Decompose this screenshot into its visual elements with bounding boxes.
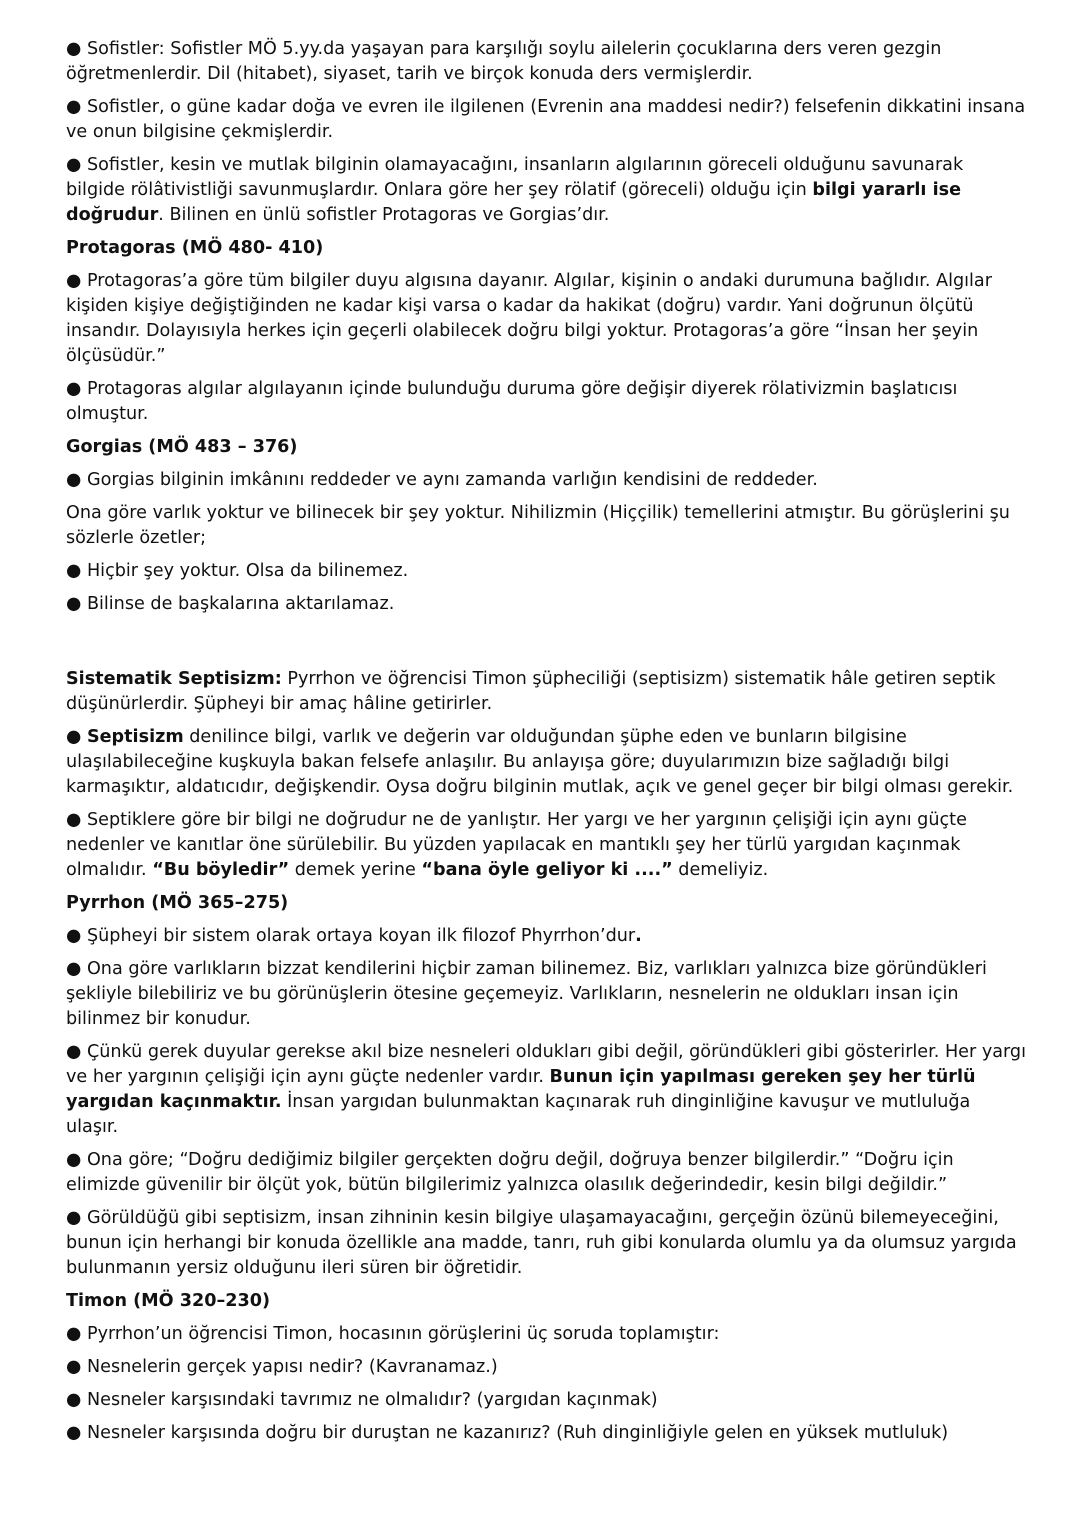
gorgias-paragraph-1: ● Gorgias bilginin imkânını reddeder ve aynı zamanda varlığın kendisini de reddeder. <box>66 470 818 490</box>
bullet-icon: ● <box>66 470 82 490</box>
bullet-icon: ● <box>66 1042 82 1062</box>
septisizm-paragraph-2: ● Septiklere göre bir bilgi ne doğrudur ne de yanlıştır. Her yargı ve her yargının çelişiği için aynı güçte nedenler ve kanıtlar öne sürülebilir. Bu yüzden yapılacak en mantıklı şey her türlü yargıdan kaçınmak olmalıdır. “Bu böyledir” demek yerine “bana öyle geliyor ki ....” demeliyiz. <box>66 810 967 880</box>
pyrrhon-paragraph-1: ● Şüpheyi bir sistem olarak ortaya koyan ilk filozof Phyrrhon’dur. <box>66 926 642 946</box>
sofist-paragraph-2: ● Sofistler, o güne kadar doğa ve evren ile ilgilenen (Evrenin ana maddesi nedir?) felsefenin dikkatini insana ve onun bilgisine çekmişlerdir. <box>66 97 1026 142</box>
timon-heading: Timon (MÖ 320–230) <box>66 1291 271 1311</box>
bullet-icon: ● <box>66 155 82 175</box>
septisizm-paragraph-1: ● Septisizm denilince bilgi, varlık ve değerin var olduğundan şüphe eden ve bunların bilgisine ulaşılabileceğine kuşkuyla bakan felsefe anlaşılır. Bu anlayışa göre; duyularımızın bize sağladığı bilgi karmaşıktır, aldatıcıdır, değişkendir. Oysa doğru bilginin mutlak, açık ve genel geçer bir bilgi olması gerekir. <box>66 727 1014 797</box>
septisizm-heading: Sistematik Septisizm: <box>66 669 282 689</box>
pyrrhon-heading: Pyrrhon (MÖ 365–275) <box>66 893 289 913</box>
pyrrhon-paragraph-5: ● Görüldüğü gibi septisizm, insan zihninin kesin bilgiye ulaşamayacağını, gerçeğin özünü bilemeyeceğini, bunun için herhangi bir konuda özellikle ana madde, tanrı, ruh gibi konularda olumlu ya da olumsuz yargıda bulunmanın yersiz olduğunu ileri süren bir öğretidir. <box>66 1208 1017 1278</box>
bullet-icon: ● <box>66 1208 82 1228</box>
bullet-icon: ● <box>66 594 82 614</box>
bullet-icon: ● <box>66 727 82 747</box>
protagoras-paragraph-2: ● Protagoras algılar algılayanın içinde bulunduğu duruma göre değişir diyerek rölativizmin başlatıcısı olmuştur. <box>66 379 958 424</box>
bullet-icon: ● <box>66 1324 82 1344</box>
bullet-icon: ● <box>66 271 82 291</box>
bullet-icon: ● <box>66 39 82 59</box>
gorgias-heading: Gorgias (MÖ 483 – 376) <box>66 437 298 457</box>
section-spacer <box>66 625 1026 667</box>
bullet-icon: ● <box>66 810 82 830</box>
gorgias-paragraph-3: ● Hiçbir şey yoktur. Olsa da bilinemez. <box>66 561 409 581</box>
protagoras-heading: Protagoras (MÖ 480- 410) <box>66 238 324 258</box>
protagoras-paragraph-1: ● Protagoras’a göre tüm bilgiler duyu algısına dayanır. Algılar, kişinin o andaki durumuna bağlıdır. Algılar kişiden kişiye değiştiğinden ne kadar kişi varsa o kadar da hakikat (doğru) vardır. Yani doğrunun ölçütü insandır. Dolayısıyla herkes için geçerli olabilecek doğru bilgi yoktur. Protagoras’a göre “İnsan her şeyin ölçüsüdür.” <box>66 271 992 366</box>
bullet-icon: ● <box>66 379 82 399</box>
gorgias-paragraph-4: ● Bilinse de başkalarına aktarılamaz. <box>66 594 395 614</box>
timon-paragraph-1: ● Pyrrhon’un öğrencisi Timon, hocasının görüşlerini üç soruda toplamıştır: <box>66 1324 720 1344</box>
document-page <box>66 37 1026 1454</box>
gorgias-paragraph-2: Ona göre varlık yoktur ve bilinecek bir şey yoktur. Nihilizmin (Hiççilik) temellerini atmıştır. Bu görüşlerini şu sözlerle özetler; <box>66 503 1010 548</box>
bullet-icon: ● <box>66 97 82 117</box>
bullet-icon: ● <box>66 1423 82 1443</box>
timon-paragraph-4: ● Nesneler karşısında doğru bir duruştan ne kazanırız? (Ruh dinginliğiyle gelen en yüksek mutluluk) <box>66 1423 949 1443</box>
bullet-icon: ● <box>66 959 82 979</box>
pyrrhon-paragraph-4: ● Ona göre; “Doğru dediğimiz bilgiler gerçekten doğru değil, doğruya benzer bilgilerdir.” “Doğru için elimizde güvenilir bir ölçüt yok, bütün bilgilerimiz yalnızca olasılık değerindedir, kesin bilgi değildir.” <box>66 1150 954 1195</box>
bullet-icon: ● <box>66 1357 82 1377</box>
septisizm-intro: Sistematik Septisizm: Pyrrhon ve öğrencisi Timon şüpheciliği (septisizm) sistematik hâle getiren septik düşünürlerdir. Şüpheyi bir amaç hâline getirirler. <box>66 669 996 714</box>
bullet-icon: ● <box>66 1390 82 1410</box>
sofist-paragraph-1: ● Sofistler: Sofistler MÖ 5.yy.da yaşayan para karşılığı soylu ailelerin çocuklarına ders veren gezgin öğretmenlerdir. Dil (hitabet), siyaset, tarih ve birçok konuda ders vermişlerdir. <box>66 39 942 84</box>
bullet-icon: ● <box>66 1150 82 1170</box>
bullet-icon: ● <box>66 926 82 946</box>
bullet-icon: ● <box>66 561 82 581</box>
timon-paragraph-2: ● Nesnelerin gerçek yapısı nedir? (Kavranamaz.) <box>66 1357 498 1377</box>
sofist-paragraph-3: ● Sofistler, kesin ve mutlak bilginin olamayacağını, insanların algılarının göreceli olduğunu savunarak bilgide rölâtivistliği savunmuşlardır. Onlara göre her şey rölatif (göreceli) olduğu için bilgi yararlı ise doğrudur. Bilinen en ünlü sofistler Protagoras ve Gorgias’dır. <box>66 155 964 225</box>
pyrrhon-paragraph-2: ● Ona göre varlıkların bizzat kendilerini hiçbir zaman bilinemez. Biz, varlıkları yalnızca bize göründükleri şekliyle bilebiliriz ve bu görünüşlerin ötesine geçemeyiz. Varlıkların, nesnelerin ne oldukları insan için bilinmez bir konudur. <box>66 959 987 1029</box>
pyrrhon-paragraph-3: ● Çünkü gerek duyular gerekse akıl bize nesneleri oldukları gibi değil, göründükleri gibi gösterirler. Her yargı ve her yargının çelişiği için aynı güçte nedenler vardır. Bunun için yapılması gereken şey her türlü yargıdan kaçınmaktır. İnsan yargıdan bulunmaktan kaçınarak ruh dinginliğine kavuşur ve mutluluğa ulaşır. <box>66 1042 1026 1137</box>
timon-paragraph-3: ● Nesneler karşısındaki tavrımız ne olmalıdır? (yargıdan kaçınmak) <box>66 1390 658 1410</box>
